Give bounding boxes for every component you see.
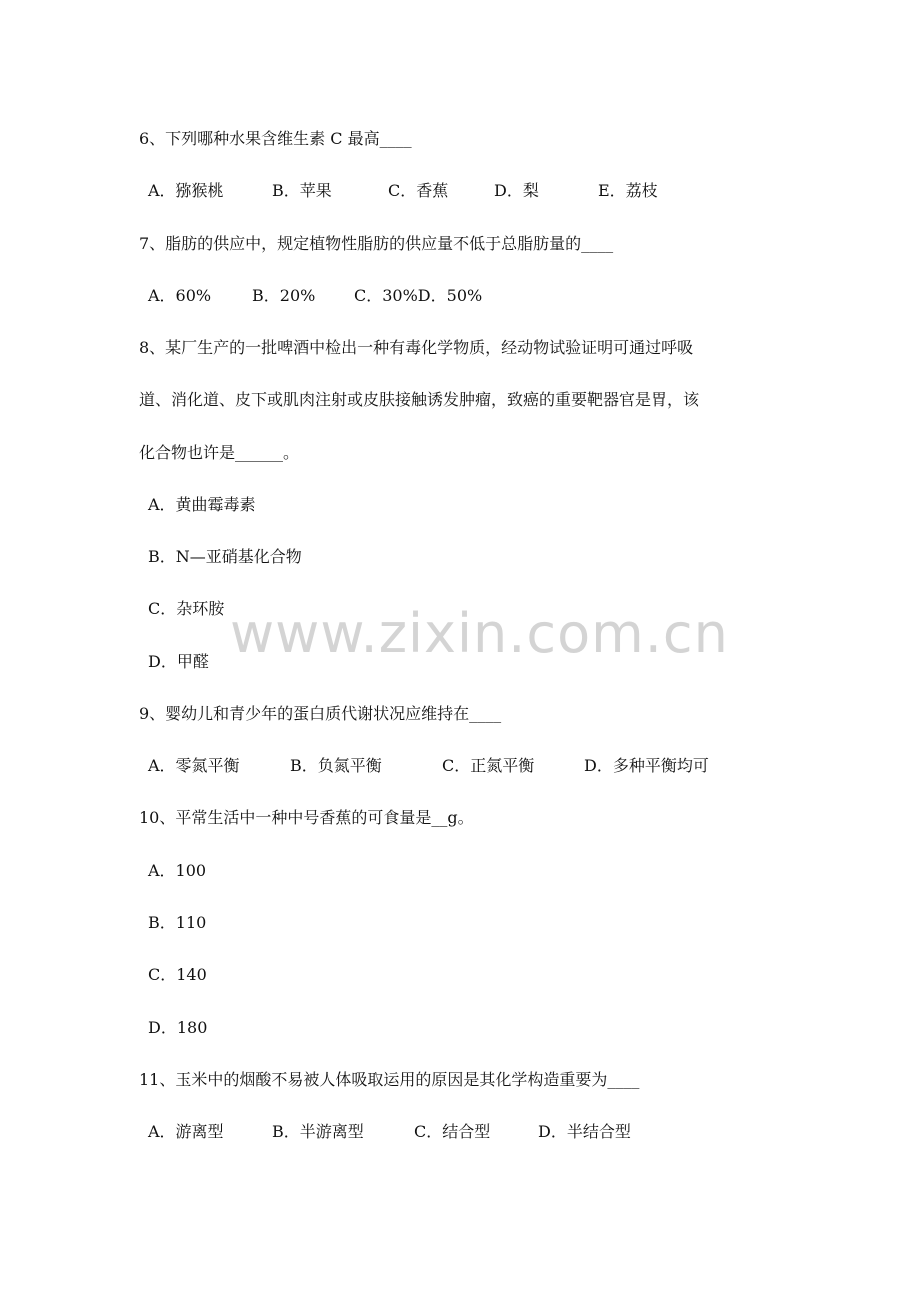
q10-option-a: A．100: [148, 861, 207, 880]
q6-option-e: E．荔枝: [598, 181, 658, 200]
question-8-stem-line-3: 化合物也许是______。: [139, 443, 300, 462]
q7-option-a: A．60%: [148, 286, 212, 305]
q8-option-c: C．杂环胺: [148, 599, 225, 618]
question-10-stem: 10、平常生活中一种中号香蕉的可食量是__g。: [139, 808, 474, 827]
q6-option-a: A．猕猴桃: [148, 181, 224, 200]
q10-option-c: C．140: [148, 965, 207, 984]
q8-option-d: D．甲醛: [148, 652, 209, 671]
q10-option-b: B．110: [148, 913, 207, 932]
q11-option-c: C．结合型: [414, 1122, 491, 1141]
q11-option-d: D．半结合型: [538, 1122, 631, 1141]
q11-option-a: A．游离型: [148, 1122, 224, 1141]
question-11-stem: 11、玉米中的烟酸不易被人体吸取运用的原因是其化学构造重要为____: [139, 1070, 640, 1089]
q8-option-b: B．N—亚硝基化合物: [148, 547, 302, 566]
q9-option-c: C．正氮平衡: [442, 756, 535, 775]
q6-option-b: B．苹果: [272, 181, 332, 200]
question-6-stem: 6、下列哪种水果含维生素 C 最高____: [139, 129, 412, 148]
q9-option-a: A．零氮平衡: [148, 756, 240, 775]
q6-option-d: D．梨: [494, 181, 539, 200]
q7-option-c: C．30%D．50%: [354, 286, 483, 305]
q9-option-b: B．负氮平衡: [290, 756, 382, 775]
watermark: www.zixin.com.cn: [230, 602, 729, 665]
q6-option-c: C．香蕉: [388, 181, 449, 200]
question-9-stem: 9、婴幼儿和青少年的蛋白质代谢状况应维持在____: [139, 704, 502, 723]
question-8-stem-line-1: 8、某厂生产的一批啤酒中检出一种有毒化学物质，经动物试验证明可通过呼吸: [139, 338, 694, 357]
q9-option-d: D．多种平衡均可: [584, 756, 709, 775]
q8-option-a: A．黄曲霉毒素: [148, 495, 256, 514]
question-7-stem: 7、脂肪的供应中，规定植物性脂肪的供应量不低于总脂肪量的____: [139, 234, 614, 253]
q7-option-b: B．20%: [252, 286, 316, 305]
q10-option-d: D．180: [148, 1018, 208, 1037]
question-8-stem-line-2: 道、消化道、皮下或肌肉注射或皮肤接触诱发肿瘤，致癌的重要靶器官是胃，该: [139, 390, 700, 409]
q11-option-b: B．半游离型: [272, 1122, 364, 1141]
